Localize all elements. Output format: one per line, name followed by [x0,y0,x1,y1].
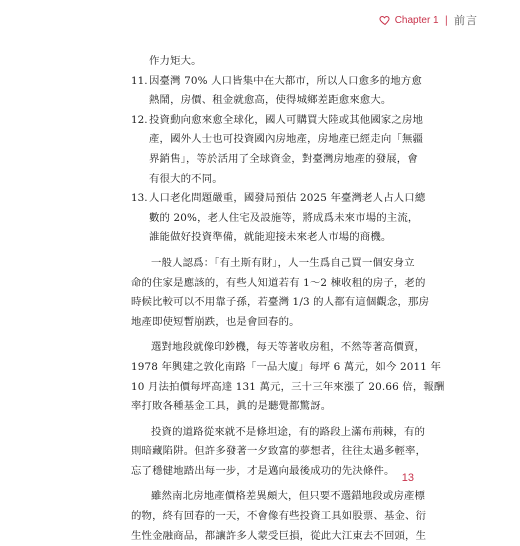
page-number: 13 [401,472,414,484]
text-line: 人口老化問題嚴重，國發局預估 2025 年臺灣老人占人口總 [149,192,426,205]
list-number: 13. [131,192,148,205]
heart-icon [379,14,391,26]
text-line: 時候比較可以不用靠子孫，若臺灣 1/3 的人都有這個觀念，那房 [131,296,430,309]
text-line: 1978 年興建之敦化南路「一品大廈」每坪 6 萬元，如今 2011 年 [131,360,442,373]
text-line: 熱鬧，房價、租金就愈高，使得城鄉差距愈來愈大。 [149,94,392,107]
running-header [379,10,478,30]
continued-line: 作力矩大。 [149,55,202,67]
list-item [131,111,424,189]
text-line: 投資動向愈來愈全球化，國人可購買大陸或其他國家之房地 [149,113,424,126]
text-line: 生性金融商品，都讓許多人蒙受巨損，從此大江東去不回頭，生 [131,529,427,542]
text-line: 產，國外人士也可投資國內房地產，房地產已經走向「無疆 [149,133,424,146]
text-line: 的物，終有回春的一天，不會像有些投資工具如股票、基金、衍 [131,510,427,523]
text-line: 一般人認爲：「有土斯有財」，人一生爲自己買一個安身立 [151,256,415,269]
text-line: 命的住家是應該的，有些人知道若有 1～2 棟收租的房子，老的 [131,276,426,289]
text-line: 界銷售」，等於活用了全球資金，對臺灣房地產的發展，會 [149,152,418,165]
text-line: 因臺灣 70% 人口皆集中在大都市，所以人口愈多的地方愈 [149,74,422,87]
text-line: 投資的道路從來就不是條坦途，有的路段上滿布荊棘，有的 [151,425,426,438]
text-line: 選對地段就像印鈔機，每天等著收房租，不然等著高價賣， [151,341,426,354]
text-line: 誰能做好投資準備，就能迎接未來老人市場的商機。 [149,231,392,244]
chapter-title: 前言 [454,14,478,27]
text-line: 忘了穩健地踏出每一步，才是邁向最後成功的先決條件。 [131,464,395,477]
list-number: 12. [131,113,148,126]
chapter-label: Chapter 1 [394,14,439,26]
text-line: 數的 20%，老人住宅及設施等，將成爲未來市場的主流， [149,211,419,224]
header-divider: | [444,14,448,26]
chapter-badge [379,14,439,26]
text-line: 有很大的不同。 [149,172,223,185]
paragraph [131,254,430,332]
text-line: 地產即使短暫崩跌，也是會回春的。 [131,315,300,328]
text-line: 率打敗各種基金工具，眞的是聽覺都驚訝。 [131,400,332,413]
list-item [131,189,426,248]
body-text [131,52,445,546]
list-item [131,72,422,111]
paragraph [131,338,445,416]
paragraph [131,487,427,546]
text-line: 則暗藏陷阱。但許多發著一夕致富的夢想者，往往太過多輕率， [131,445,427,458]
text-line: 雖然南北房地產價格差異頗大，但只要不選錯地段或房產標 [151,490,426,503]
text-line: 10 月法拍價每坪高達 131 萬元，三十三年來漲了 20.66 倍，報酬 [131,380,445,393]
list-number: 11. [131,74,148,87]
